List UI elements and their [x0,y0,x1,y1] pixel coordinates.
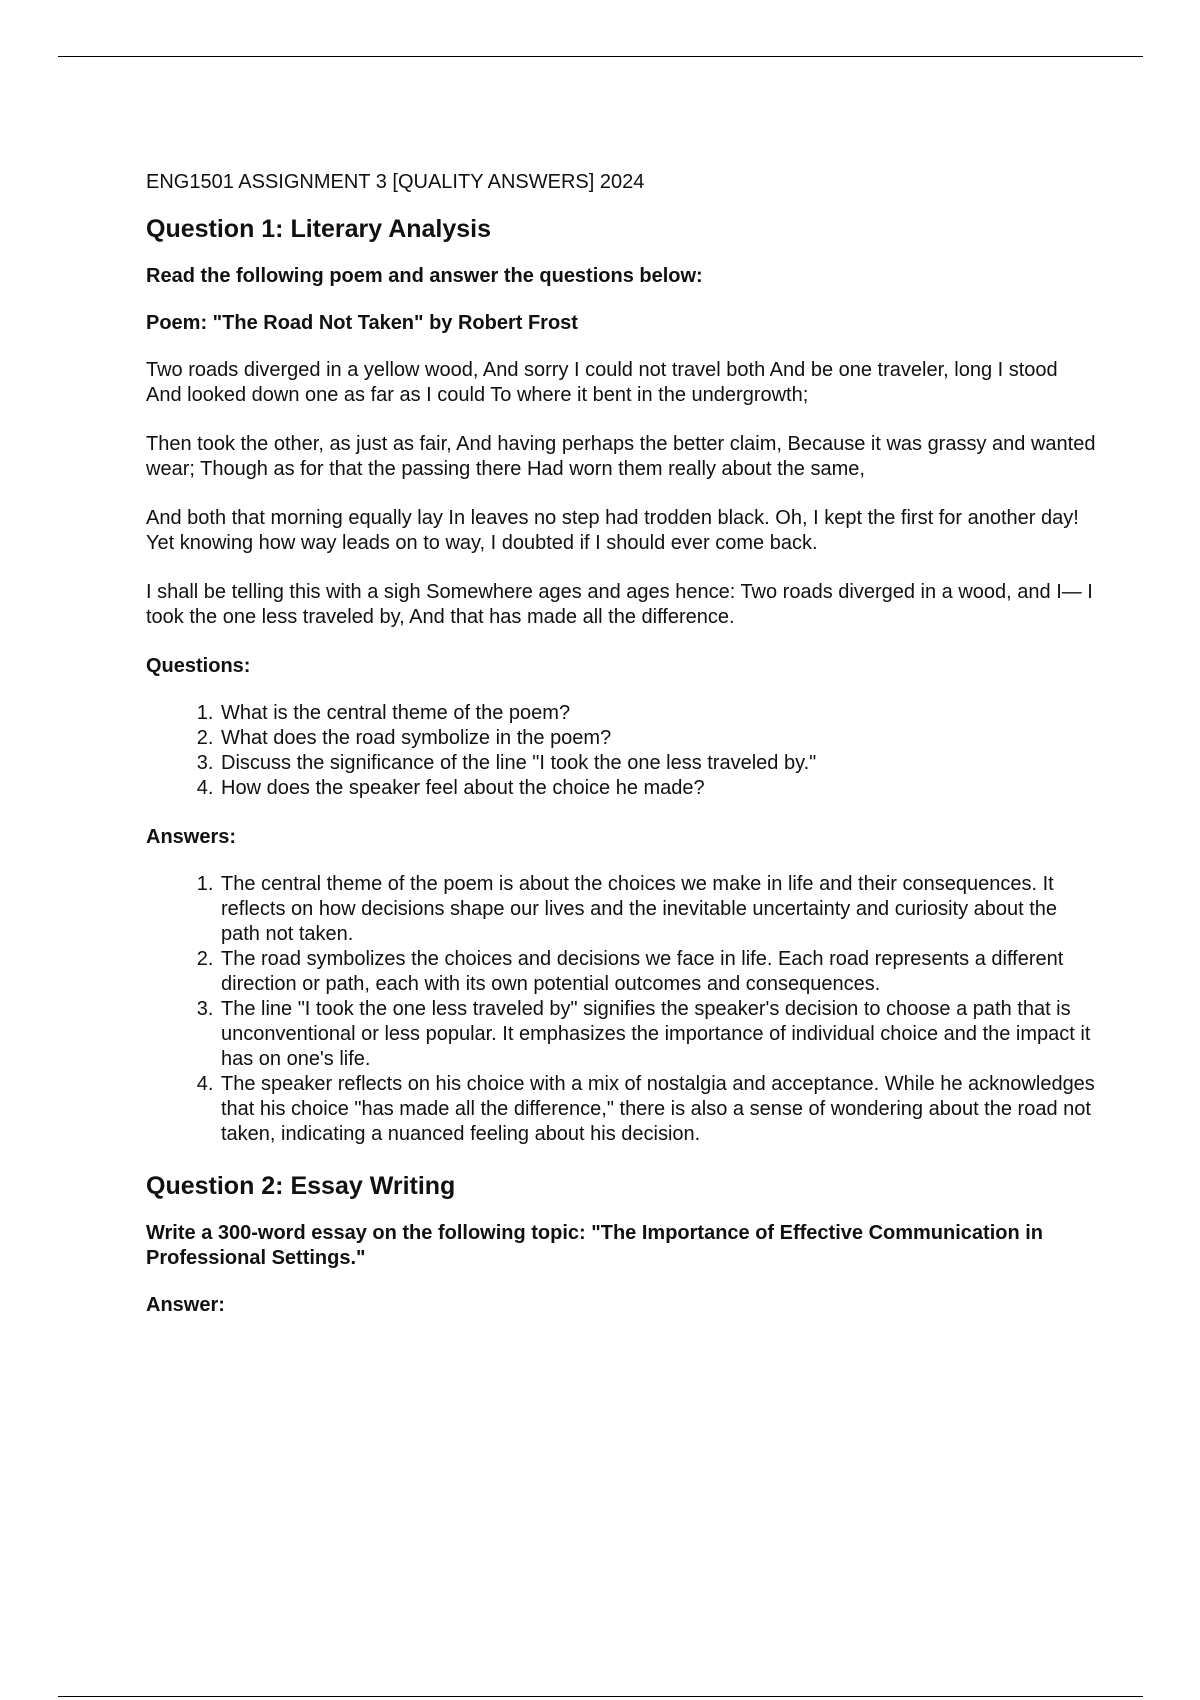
questions-list [146,701,1096,801]
document-body [146,170,1096,1340]
question-item-2: 2. What does the road symbolize in the poem? [219,726,1096,751]
poem-stanza-2: Then took the other, as just as fair, And having perhaps the better claim, Because it was grassy and wanted wear; Though as for that the passing there Had worn them really about the same, [146,433,1096,480]
question-item-1: 1. What is the central theme of the poem? [219,701,1096,726]
bottom-rule [58,1696,1143,1697]
answers-label: Answers: [146,826,237,848]
poem-title: Poem: "The Road Not Taken" by Robert Frost [146,312,578,334]
top-rule [58,56,1143,57]
question-1-instruction: Read the following poem and answer the questions below: [146,265,703,287]
poem-stanza-3: And both that morning equally lay In leaves no step had trodden black. Oh, I kept the first for another day! Yet knowing how way leads on to way, I doubted if I should ever come back. [146,507,1079,554]
question-2-instruction: Write a 300-word essay on the following topic: "The Importance of Effective Communication in Professional Settings." [146,1222,1044,1269]
poem-stanza-1: Two roads diverged in a yellow wood, And sorry I could not travel both And be one traveler, long I stood And looked down one as far as I could To where it bent in the undergrowth; [146,359,1058,406]
document-title: ENG1501 ASSIGNMENT 3 [QUALITY ANSWERS] 2024 [146,171,645,193]
answers-list [146,872,1096,1147]
questions-label: Questions: [146,655,251,677]
answer-item-3: 3. The line "I took the one less traveled by" signifies the speaker's decision to choose a path that is unconventional or less popular. It emphasizes the importance of individual choice and the impact it has on one's life. [219,997,1096,1072]
question-2-heading: Question 2: Essay Writing [146,1172,456,1200]
answer-item-2: 2. The road symbolizes the choices and decisions we face in life. Each road represents a different direction or path, each with its own potential outcomes and consequences. [219,947,1096,997]
answer-item-4: 4. The speaker reflects on his choice with a mix of nostalgia and acceptance. While he acknowledges that his choice "has made all the difference," there is also a sense of wondering about the road not taken, indicating a nuanced feeling about his decision. [219,1072,1096,1147]
answer-label: Answer: [146,1294,225,1316]
question-item-4: 4. How does the speaker feel about the choice he made? [219,776,1096,801]
answer-item-1: 1. The central theme of the poem is about the choices we make in life and their consequences. It reflects on how decisions shape our lives and the inevitable uncertainty and curiosity about the path not taken. [219,872,1096,947]
poem-stanza-4: I shall be telling this with a sigh Somewhere ages and ages hence: Two roads diverged in a wood, and I— I took the one less traveled by, And that has made all the difference. [146,581,1093,628]
question-1-heading: Question 1: Literary Analysis [146,215,492,243]
question-item-3: 3. Discuss the significance of the line "I took the one less traveled by." [219,751,1096,776]
